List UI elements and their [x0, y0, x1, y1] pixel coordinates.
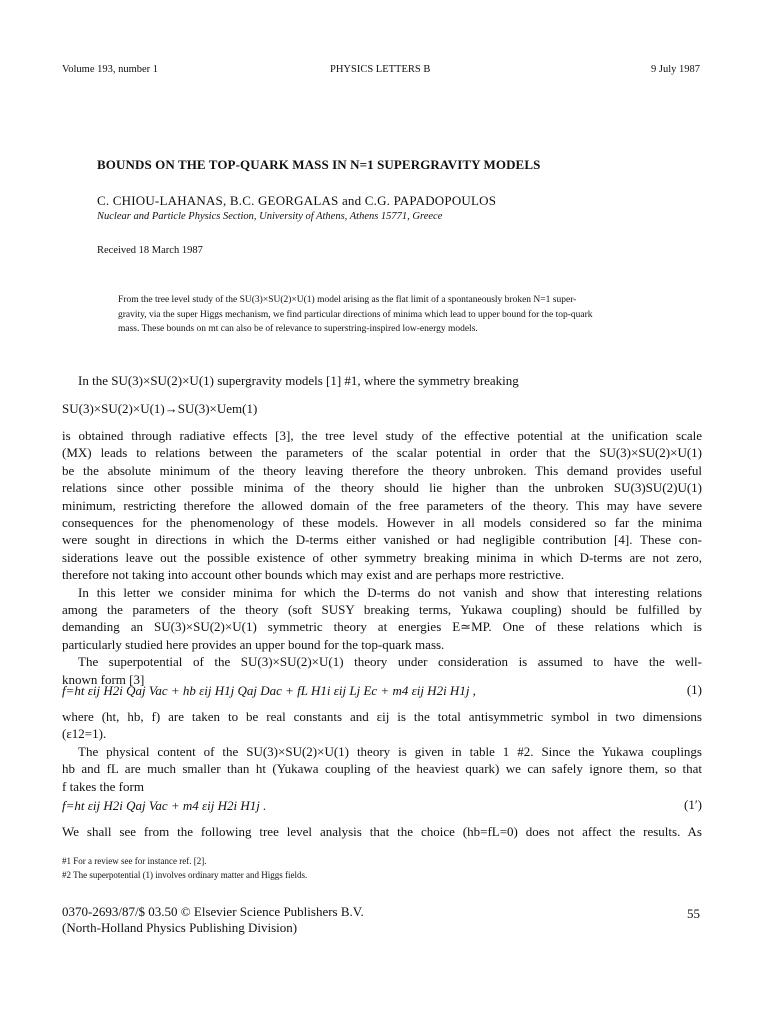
equation-text: f=ht εij H2i Qaj Vac + m4 εij H2i H1j . — [62, 798, 267, 813]
abstract-line: mass. These bounds on mt can also be of relevance to superstring-inspired low-energy models. — [118, 324, 478, 334]
received-date: Received 18 March 1987 — [97, 245, 203, 256]
body-line: We shall see from the following tree level analysis that the choice (hb=fL=0) does not affect the results. As — [62, 824, 702, 839]
body-paragraph-intro — [62, 372, 702, 389]
body-paragraph-1 — [62, 427, 702, 688]
body-line: be the absolute minimum of the theory leaving therefore the theory unbroken. This demand provides useful — [62, 462, 702, 478]
body-line: (ε12=1). — [62, 726, 107, 742]
breaking-chain-equation — [62, 400, 702, 417]
equation-1-number: (1) — [686, 682, 702, 697]
paper-title: BOUNDS ON THE TOP-QUARK MASS IN N=1 SUPERGRAVITY MODELS — [97, 157, 541, 172]
body-line: In the SU(3)×SU(2)×U(1) supergravity models [1] #1, where the symmetry breaking — [78, 373, 519, 388]
body-line: known form [3] — [62, 671, 145, 687]
body-line: f takes the form — [62, 778, 144, 794]
abstract-line: gravity, via the super Higgs mechanism, we find particular directions of minima which lead to upper bound for the top-quark — [118, 309, 593, 320]
equation-1-prime — [62, 797, 702, 814]
body-line: were sought in directions in which the D-terms either vanished or had negligible contribution [4]. These con- — [62, 532, 702, 548]
running-header-volume: Volume 193, number 1 — [62, 64, 159, 75]
body-line: The physical content of the SU(3)×SU(2)×U(1) theory is given in table 1 #2. Since the Yukawa couplings — [78, 743, 702, 759]
equation-1-prime-number: (1′) — [683, 797, 702, 812]
body-line: relations since other possible minima of the theory should lie higher than the unbroken SU(3)SU(2)U(1) — [62, 480, 702, 496]
equation-inline: SU(3)×SU(2)×U(1)→SU(3)×Uem(1) — [62, 401, 258, 416]
footer-issn: 0370-2693/87/$ 03.50 © Elsevier Science Publishers B.V. — [62, 904, 364, 919]
body-line: demanding an SU(3)×SU(2)×U(1) symmetric theory at energies E≃MP. One of these relations which is — [62, 619, 702, 635]
running-header-date: 9 July 1987 — [650, 64, 700, 75]
body-line: is obtained through radiative effects [3], the tree level study of the effective potential at the unification scale — [62, 428, 702, 443]
body-line: among the parameters of the theory (soft SUSY breaking terms, Yukawa coupling) should be fulfilled by — [62, 602, 702, 618]
body-paragraph-2 — [62, 708, 702, 795]
body-line: particularly studied here provides an upper bound for the top-quark mass. — [62, 636, 445, 652]
body-line: (MX) leads to relations between the parameters of the scalar potential in order that the SU(3)×SU(2)×U(1) — [62, 445, 702, 461]
body-line: siderations leave out the possible existence of other symmetry breaking minima in which D-terms are not zero, — [62, 549, 702, 565]
body-line: minimum, restricting therefore the allowed domain of the free parameters of the theory. This may have severe — [62, 497, 702, 513]
body-paragraph-3 — [62, 823, 702, 840]
author-affiliation: Nuclear and Particle Physics Section, University of Athens, Athens 15771, Greece — [97, 211, 443, 222]
abstract-line: From the tree level study of the SU(3)×SU(2)×U(1) model arising as the flat limit of a spontaneously broken N=1 super- — [118, 295, 577, 305]
abstract — [118, 293, 703, 337]
body-line: The superpotential of the SU(3)×SU(2)×U(1) theory under consideration is assumed to have the well- — [78, 654, 702, 670]
footer-division: (North-Holland Physics Publishing Division) — [62, 920, 298, 935]
body-line: therefore not taking into account other bounds which may exist and are perhaps more restrictive. — [62, 567, 565, 583]
footnote-2: #2 The superpotential (1) involves ordinary matter and Higgs fields. — [62, 870, 308, 880]
equation-1 — [62, 682, 702, 699]
equation-text: f=ht εij H2i Qaj Vac + hb εij H1j Qaj Dac + fL H1i εij Lj Ec + m4 εij H2i H1j , — [62, 683, 476, 698]
body-line: consequences for the phenomenology of these models. However in all models considered so far the minima — [62, 515, 702, 531]
footnote-1: #1 For a review see for instance ref. [2]. — [62, 856, 207, 866]
body-line: In this letter we consider minima for which the D-terms do not vanish and show that interesting relations — [78, 584, 702, 600]
author-list: C. CHIOU-LAHANAS, B.C. GEORGALAS and C.G. PAPADOPOULOS — [97, 193, 497, 208]
running-header-journal: PHYSICS LETTERS B — [330, 64, 431, 75]
body-line: hb and fL are much smaller than ht (Yukawa coupling of the heaviest quark) we can safely ignore them, so that — [62, 761, 702, 777]
page-number: 55 — [687, 906, 700, 921]
body-line: where (ht, hb, f) are taken to be real constants and εij is the total antisymmetric symbol in two dimensions — [62, 709, 702, 724]
